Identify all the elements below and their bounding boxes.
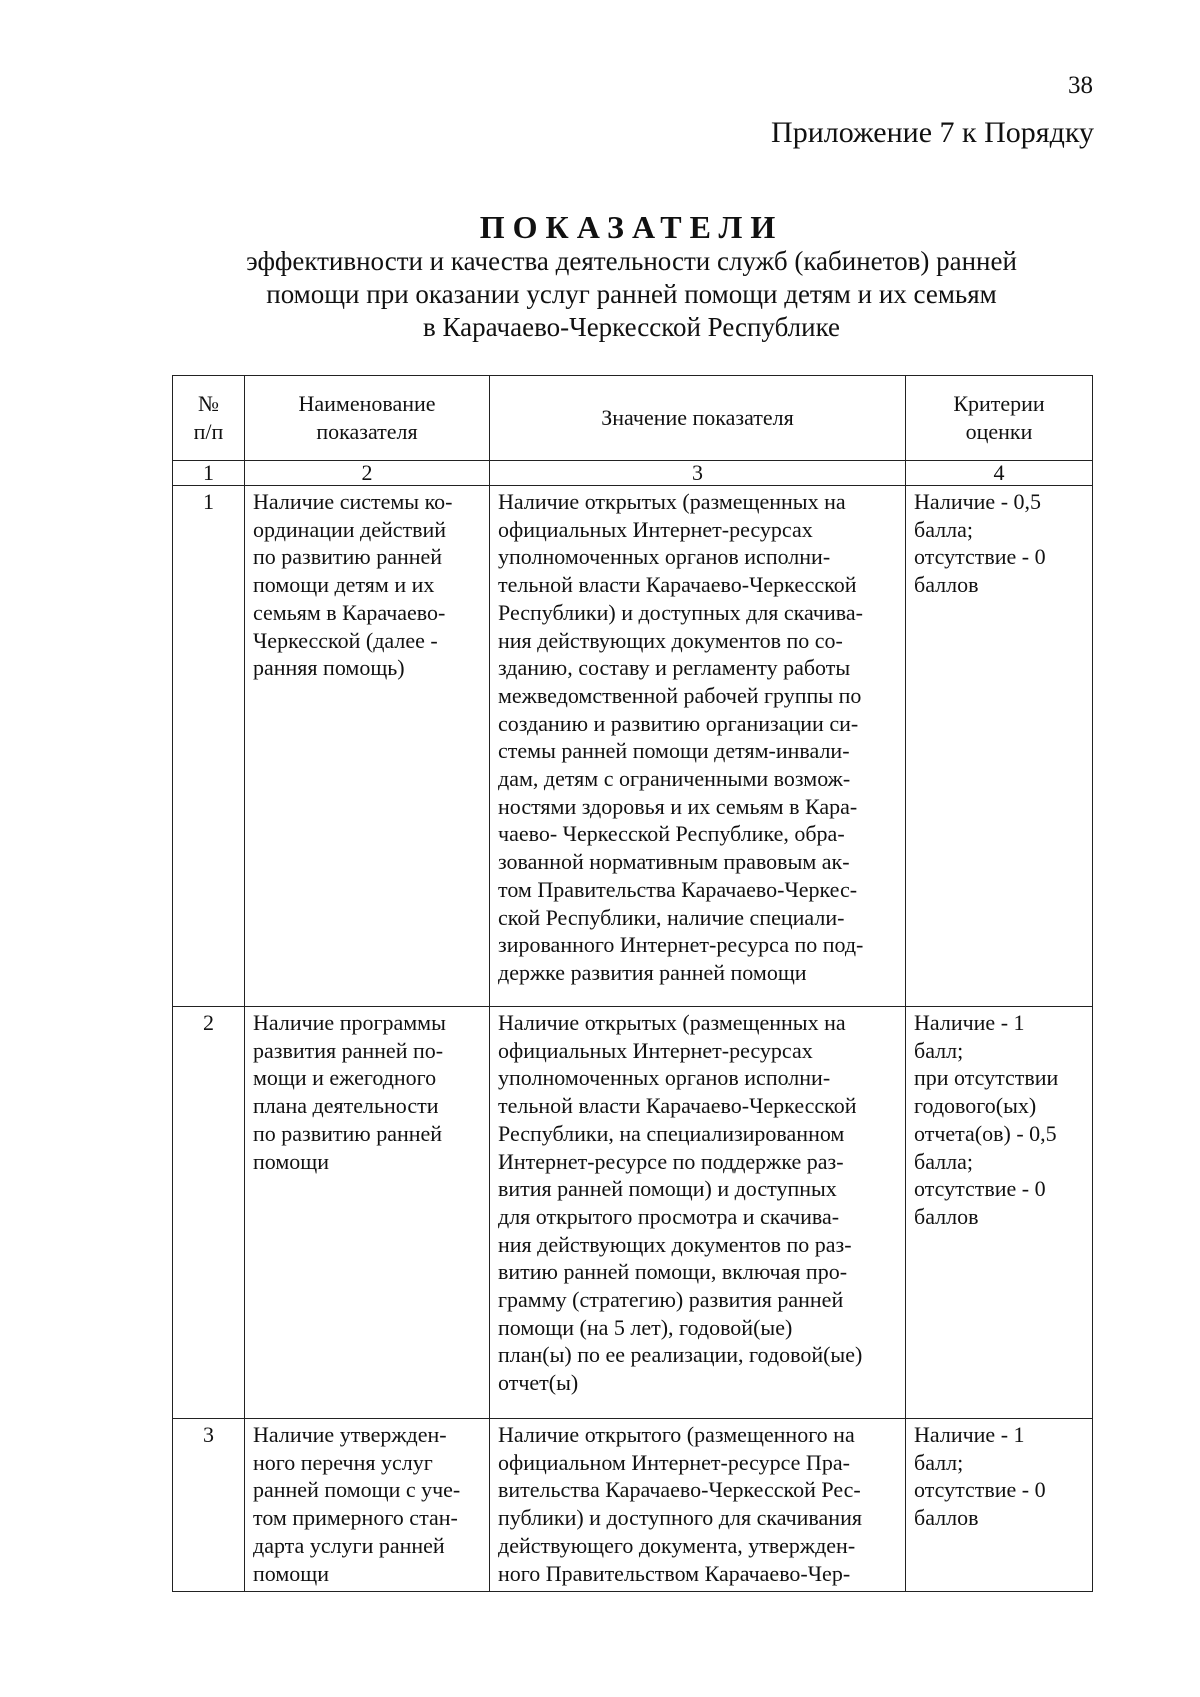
appendix-label: Приложение 7 к Порядку — [771, 116, 1094, 149]
document-title: ПОКАЗАТЕЛИ — [479, 209, 784, 245]
indicator-name: Наличие программы развития ранней по- мощи и ежегодного плана деятельности по развитию ранней помощи — [245, 1007, 490, 1419]
table-header-row — [173, 376, 1093, 461]
page-number: 38 — [1068, 72, 1093, 99]
column-number: 1 — [173, 461, 245, 486]
indicator-value: Наличие открытого (размещенного на официальном Интернет-ресурсе Пра- вительства Карачаево-Черкесской Рес- публики) и доступного для скачивания действующего документа, утвержден- ного Правительством Карачаево-Чер- — [490, 1419, 906, 1592]
column-number-row — [173, 461, 1093, 486]
table-row — [173, 1419, 1093, 1592]
indicator-criteria: Наличие - 0,5 балла; отсутствие - 0 баллов — [906, 486, 1093, 1007]
row-number: 1 — [173, 486, 245, 1007]
table-row — [173, 1007, 1093, 1419]
column-number: 3 — [490, 461, 906, 486]
indicator-criteria: Наличие - 1 балл; при отсутствии годового(ых) отчета(ов) - 0,5 балла; отсутствие - 0 баллов — [906, 1007, 1093, 1419]
indicator-name: Наличие утвержден- ного перечня услуг ранней помощи с уче- том примерного стан- дарта услуги ранней помощи — [245, 1419, 490, 1592]
header-criteria: Критерии оценки — [906, 376, 1093, 461]
indicator-value: Наличие открытых (размещенных на официальных Интернет-ресурсах уполномоченных органов исполни- тельной власти Карачаево-Черкесской Республики, на специализированном Интернет-ресурсе по поддержке раз- вития ранней помощи) и доступных для открытого просмотра и скачива- ния действующих документов по раз- витию ранней помощи, включая про- грамму (стратегию) развития ранней помощи (на 5 лет), годовой(ые) план(ы) по ее реализации, годовой(ые) отчет(ы) — [490, 1007, 906, 1419]
header-value: Значение показателя — [490, 376, 906, 461]
indicator-criteria: Наличие - 1 балл; отсутствие - 0 баллов — [906, 1419, 1093, 1592]
table-row — [173, 486, 1093, 1007]
header-name: Наименование показателя — [245, 376, 490, 461]
column-number: 2 — [245, 461, 490, 486]
header-number: № п/п — [173, 376, 245, 461]
indicators-table — [172, 375, 1093, 1592]
row-number: 2 — [173, 1007, 245, 1419]
row-number: 3 — [173, 1419, 245, 1592]
document-subtitle: эффективности и качества деятельности служб (кабинетов) ранней помощи при оказании услуг ранней помощи детям и их семьям в Карачаево-Черкесской Республике — [246, 246, 1017, 342]
column-number: 4 — [906, 461, 1093, 486]
indicator-name: Наличие системы ко- ординации действий по развитию ранней помощи детям и их семьям в Карачаево- Черкесской (далее - ранняя помощь) — [245, 486, 490, 1007]
indicator-value: Наличие открытых (размещенных на официальных Интернет-ресурсах уполномоченных органов исполни- тельной власти Карачаево-Черкесской Республики) и доступных для скачива- ния действующих документов по со- зданию, составу и регламенту работы межведомственной рабочей группы по созданию и развитию организации си- стемы ранней помощи детям-инвали- дам, детям с ограниченными возмож- ностями здоровья и их семьям в Кара- чаево- Черкесской Республике, обра- зованной нормативным правовым ак- том Правительства Карачаево-Черкес- ской Республики, наличие специали- зированного Интернет-ресурса по под- держке развития ранней помощи — [490, 486, 906, 1007]
